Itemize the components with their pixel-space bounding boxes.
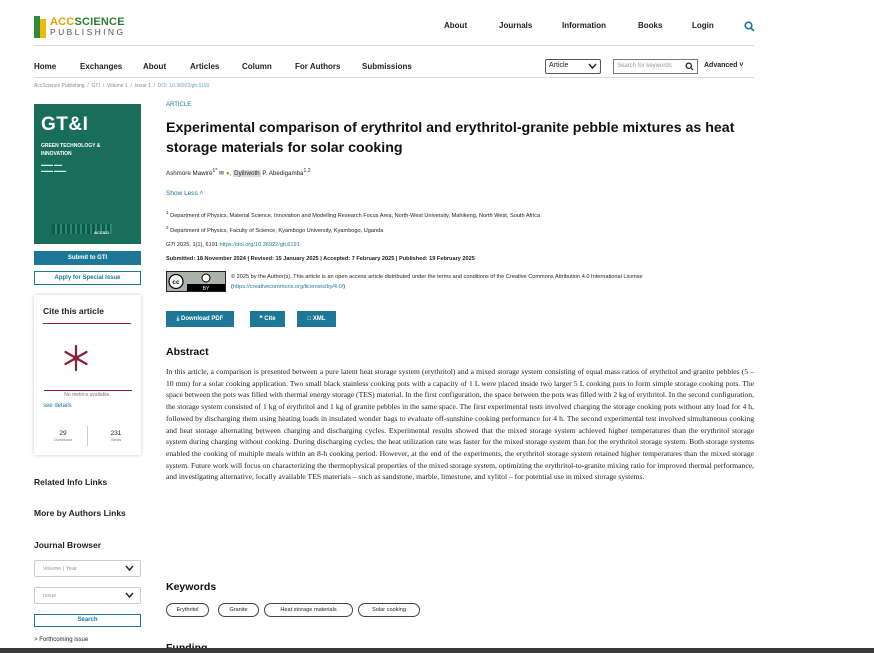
nav-home[interactable]: Home [34,62,57,71]
breadcrumb-home[interactable]: AccScience Publishing [34,83,85,89]
header-divider [34,45,754,46]
nav-articles[interactable]: Articles [190,62,220,71]
breadcrumb-volume[interactable]: Volume 1 [106,83,128,89]
cite-label: Cite [264,316,276,322]
author-name[interactable]: Ashmore Mawire [166,170,213,178]
forthcoming-issue-label: Forthcoming issue [39,637,89,643]
article-dates: Submitted: 18 November 2024 | Revised: 15 January 2025 | Accepted: 7 February 2025 | Published: 19 February 2025 [166,256,475,262]
cite-panel-title: Cite this article [43,306,104,316]
author-name-rest: P. Abedigamba [260,170,304,178]
license-text: © 2025 by the Author(s). This article is an open access article distributed under the terms and conditions of the Creative Commons Attribution 4.0 International License ( [231,274,643,290]
download-count [48,430,78,442]
cover-subtitle [41,142,100,158]
license-statement [231,272,751,292]
keyword-tag[interactable]: Erythritol [166,603,209,617]
keyword-tag[interactable]: Granite [218,603,259,617]
nav-for-authors[interactable]: For Authors [295,62,341,71]
topnav-journals[interactable]: Journals [499,21,533,30]
volume-year-placeholder: Volume | Year [43,566,77,572]
search-icon[interactable] [744,21,755,32]
topnav-books[interactable]: Books [638,21,663,30]
cover-small-text: ▬▬▬ ▬▬ ▬▬▬ ▬▬▬ [41,162,67,173]
altmetric-icon[interactable] [61,343,91,373]
volume-year-select[interactable] [34,560,141,577]
topnav-about[interactable]: About [444,21,468,30]
article-title: Experimental comparison of erythritol and erythritol-granite pebble mixtures as heat storage materials for solar cooking [166,120,735,156]
publisher-logo[interactable] [34,14,134,40]
breadcrumb-journal[interactable]: GTI [91,83,100,89]
no-metrics-text: No metrics available. [64,392,111,398]
quote-icon: ❝ [259,316,263,322]
nav-divider [34,77,754,78]
nav-exchanges[interactable]: Exchanges [80,62,123,71]
journal-cover-image[interactable] [34,104,141,244]
breadcrumb-doi: DOI: 10.36922/gti.6191 [157,83,210,89]
download-count-label: Download [54,437,72,442]
article-doi-link[interactable]: https://doi.org/10.36922/gti.6191 [219,242,300,248]
file-icon: □ [307,316,312,322]
nav-submissions[interactable]: Submissions [362,62,412,71]
affiliation-1: $^1$ Department of Physics, Material Science, Innovation and Modelling Research Focus Area, North-West University, Mahikeng, North West, South Africa [166,210,541,219]
keyword-search-input[interactable] [613,59,698,74]
affiliation-1-text: Department of Physics, Material Science, Innovation and Modelling Research Focus Area, North-West University, Mahikeng, North West, South Africa [170,212,541,219]
email-icon[interactable]: ✉ [219,170,225,178]
cover-subtitle-line2: INNOVATION [41,151,72,157]
apply-special-issue-button[interactable]: Apply for Special Issue [34,271,141,285]
breadcrumb-issue[interactable]: Issue 1 [134,83,151,89]
cite-article-panel [34,295,141,455]
author-affiliation-marker: 1* [212,168,218,174]
xml-button[interactable] [297,311,336,327]
more-by-authors-links[interactable]: More by Authors Links [34,508,126,518]
keyword-tag[interactable]: Heat storage materials [264,603,353,617]
svg-text:BY: BY [202,286,210,291]
journal-search-button[interactable]: Search [34,614,141,627]
topnav-login[interactable]: Login [692,21,714,30]
issue-placeholder: Issue [43,593,57,599]
cover-subtitle-line1: GREEN TECHNOLOGY & [41,143,101,149]
logo-mark-icon [34,16,46,38]
issue-select[interactable] [34,587,141,604]
keyword-tag[interactable]: Solar cooking [358,603,420,617]
submit-to-journal-button[interactable]: Submit to GTI [34,251,141,265]
see-details-link[interactable]: see details [43,403,72,409]
view-count-value: 231 [110,430,122,437]
article-citation [166,242,300,248]
chevron-down-icon [125,564,134,572]
nav-about[interactable]: About [143,62,167,71]
chevron-up-icon: ˄ [199,190,204,197]
advanced-search-label: Advanced [704,62,738,69]
search-scope-select[interactable] [545,59,601,74]
svg-text:cc: cc [172,279,180,286]
breadcrumb: AccScience Publishing / GTI / Volume 1 / Issue 1 / DOI: 10.36922/gti.6191 [34,83,210,89]
cc-by-icon [167,272,225,291]
author-name-highlighted[interactable]: Dyilrwoth [234,170,260,178]
search-icon[interactable] [685,62,694,71]
related-info-links[interactable]: Related Info Links [34,477,108,487]
chevron-down-icon [588,62,597,70]
chevron-down-icon: ˅ [739,62,744,69]
show-less-label: Show Less [166,190,198,197]
citation-journal: GTI [166,242,176,248]
logo-text-publishing: PUBLISHING [50,27,126,37]
forthcoming-issue-link[interactable] [34,637,88,643]
view-count [101,430,131,442]
journal-browser-heading: Journal Browser [34,540,102,550]
chevron-right-icon: > [34,637,38,643]
affiliation-2-text: Department of Physics, Faculty of Science, Kyambogo University, Kyambogo, Uganda [170,227,384,234]
citation-volume: 2025, 1(1), 6191 [176,242,218,248]
xml-label: XML [312,316,326,322]
abstract-heading: Abstract [166,346,209,358]
keywords-heading: Keywords [166,581,217,593]
cover-title: GT&I [41,114,89,135]
cite-panel-divider [43,323,131,324]
search-scope-value: Article [549,62,569,69]
chevron-down-icon [125,591,134,599]
nav-column[interactable]: Column [242,62,272,71]
download-icon: ⤓ [176,316,180,322]
logo-text-acc: ACC [50,16,75,28]
advanced-search-toggle[interactable] [704,62,744,69]
logo-text-sci: SCIENCE [74,16,125,28]
article-type-label: ARTICLE [166,102,192,108]
view-count-label: Views [110,437,122,442]
show-less-toggle[interactable] [166,190,203,197]
cover-publisher-logo: ACCSCI [94,230,110,235]
author-list: Ashmore Mawire$^{1*}$ ✉ ●, Dyilrwoth P. Abedigamba$^{1,2}$ [166,168,311,178]
keyword-search-placeholder: Search for keywords [617,63,672,69]
affiliation-2: $^2$ Department of Physics, Faculty of Science, Kyambogo University, Kyambogo, Uganda [166,225,384,234]
metrics-divider [44,390,132,391]
abstract-text: In this article, a comparison is presented between a pure latent heat storage system (erythritol) and a mixed storage system consisting of equal mass ratios of erythritol and granite pebbles (5 – 10 mm) for a solar cooking application. Two small black stainless cooking pots with a capacity of 1 L were placed inside two larger 5 L cooking pots to form simple storage cooking pots. The space between the pots was filled with thermal energy storage (TES) material. In the first configuration, the space between the pots was filled with 2 kg of erythritol. In the second configuration, the storage system consisted of 1 kg of erythritol and 1 kg of granite pebbles in the same space. The first experimental tests involved charging the storage cooking pots without any load for 4 h, followed by discharging them using heating loads in insulated wonder bags to evaluate off-sunshine cooking performance for 4 h. The second experimental test involved simultaneous cooking and heat storage alternating between charging and discharging cycles. Experimental results showed that the mixed storage system achieved higher temperatures than the erythritol storage system during charging without cooking. During discharging cycles, the heat utilization rate was faster for the mixed storage system than for the erythritol storage system. Both storage systems enabled the cooking of multiple meals within an 8-h cooking period. However, at the end of the experiments, the erythritol storage system retained higher temperatures than the mixed storage system. Future work will focus on characterizing the thermophysical properties of the mixed storage system, optimizing the erythritol-to-granite mixing ratio for improved thermal performance, and investigating alternative, locally available TES materials – such as sandstone, marble, limestone, and xylitol – for potential use in mixed storage systems. [166,367,754,482]
stat-divider [87,426,88,446]
cite-button[interactable] [250,311,285,327]
topnav-information[interactable]: Information [562,21,606,30]
download-count-value: 29 [59,430,67,437]
bottom-scrollbar[interactable] [0,648,874,653]
cc-by-license-badge[interactable] [166,271,226,292]
license-close: ) [343,284,346,290]
license-link[interactable]: https://creativecommons.org/licenses/by/4.0/ [232,284,344,290]
orcid-icon[interactable]: ● [225,170,230,178]
download-pdf-button[interactable] [166,311,234,327]
download-pdf-label: Download PDF [180,316,224,322]
author-affiliation-marker: 1,2 [303,168,311,174]
